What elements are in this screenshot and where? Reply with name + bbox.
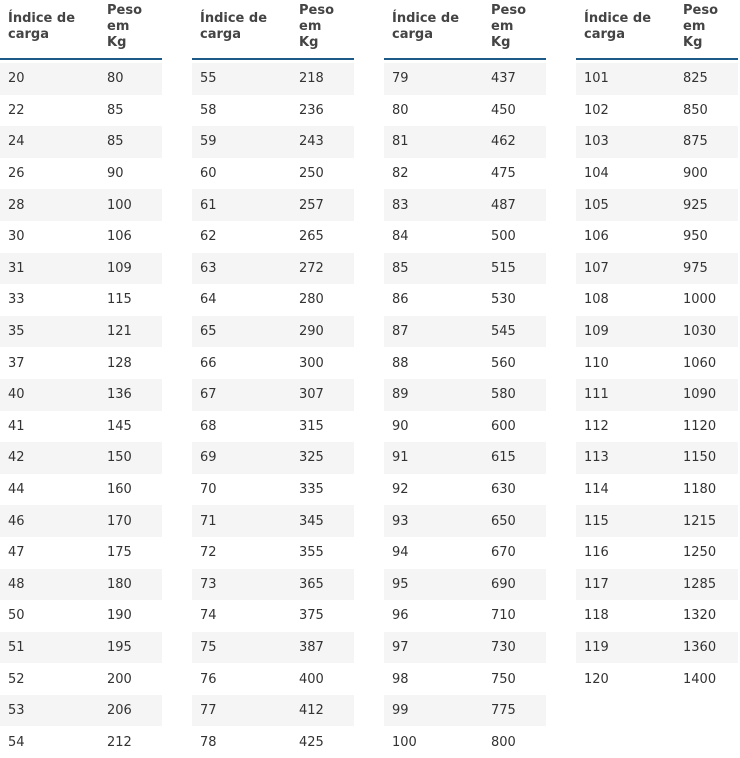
table-row <box>576 379 738 411</box>
cell-weight-kg: 121 <box>107 324 132 340</box>
cell-weight-kg: 128 <box>107 355 132 371</box>
cell-load-index: 99 <box>392 703 409 719</box>
cell-load-index: 26 <box>8 166 25 182</box>
table-row <box>0 316 162 348</box>
cell-weight-kg: 1180 <box>683 482 717 498</box>
table-row <box>0 632 162 664</box>
cell-weight-kg: 690 <box>491 576 516 592</box>
table-body <box>0 63 162 758</box>
header-line: Peso <box>299 3 335 18</box>
table-row <box>0 379 162 411</box>
cell-load-index: 95 <box>392 576 409 592</box>
table-row <box>384 505 546 537</box>
cell-load-index: 96 <box>392 608 409 624</box>
table-row <box>576 189 738 221</box>
table-row <box>576 126 738 158</box>
table-row <box>384 126 546 158</box>
cell-weight-kg: 500 <box>491 229 516 245</box>
table-row <box>384 347 546 379</box>
table-row <box>0 505 162 537</box>
cell-weight-kg: 1060 <box>683 355 717 371</box>
table-row <box>576 442 738 474</box>
header-line: carga <box>8 27 49 42</box>
table-row <box>0 411 162 443</box>
table-row <box>192 474 354 506</box>
table-header <box>192 0 354 60</box>
cell-weight-kg: 925 <box>683 197 708 213</box>
header-line: carga <box>584 27 625 42</box>
cell-weight-kg: 1120 <box>683 418 717 434</box>
cell-load-index: 90 <box>392 418 409 434</box>
cell-load-index: 77 <box>200 703 217 719</box>
table-row <box>192 726 354 758</box>
cell-weight-kg: 425 <box>299 734 324 750</box>
cell-load-index: 113 <box>584 450 609 466</box>
cell-weight-kg: 345 <box>299 513 324 529</box>
table-row <box>0 189 162 221</box>
cell-load-index: 88 <box>392 355 409 371</box>
cell-load-index: 97 <box>392 639 409 655</box>
cell-weight-kg: 670 <box>491 545 516 561</box>
cell-load-index: 37 <box>8 355 25 371</box>
cell-load-index: 116 <box>584 545 609 561</box>
table-body <box>192 63 354 758</box>
table-row <box>192 537 354 569</box>
table-row <box>0 221 162 253</box>
cell-weight-kg: 85 <box>107 134 124 150</box>
cell-load-index: 53 <box>8 703 25 719</box>
cell-weight-kg: 180 <box>107 576 132 592</box>
cell-weight-kg: 615 <box>491 450 516 466</box>
cell-weight-kg: 195 <box>107 639 132 655</box>
cell-weight-kg: 212 <box>107 734 132 750</box>
cell-load-index: 61 <box>200 197 217 213</box>
cell-load-index: 83 <box>392 197 409 213</box>
table-row <box>384 95 546 127</box>
cell-weight-kg: 1000 <box>683 292 717 308</box>
cell-load-index: 108 <box>584 292 609 308</box>
table-row <box>576 600 738 632</box>
cell-load-index: 98 <box>392 671 409 687</box>
cell-weight-kg: 1360 <box>683 639 717 655</box>
cell-load-index: 50 <box>8 608 25 624</box>
header-line: Índice de <box>200 11 268 26</box>
table-row <box>192 379 354 411</box>
cell-weight-kg: 290 <box>299 324 324 340</box>
cell-load-index: 69 <box>200 450 217 466</box>
cell-weight-kg: 315 <box>299 418 324 434</box>
table-row <box>192 663 354 695</box>
cell-weight-kg: 1285 <box>683 576 717 592</box>
cell-load-index: 79 <box>392 71 409 87</box>
table-row <box>192 158 354 190</box>
cell-load-index: 62 <box>200 229 217 245</box>
table-row <box>576 569 738 601</box>
cell-load-index: 64 <box>200 292 217 308</box>
table-row <box>576 158 738 190</box>
header-line: em <box>683 19 706 34</box>
table-row <box>0 663 162 695</box>
cell-load-index: 94 <box>392 545 409 561</box>
cell-load-index: 93 <box>392 513 409 529</box>
header-line: Kg <box>107 35 127 50</box>
load-table-3 <box>384 0 546 758</box>
header-line: Índice de <box>8 11 76 26</box>
table-row <box>0 347 162 379</box>
cell-weight-kg: 730 <box>491 639 516 655</box>
cell-weight-kg: 115 <box>107 292 132 308</box>
cell-load-index: 41 <box>8 418 25 434</box>
cell-load-index: 72 <box>200 545 217 561</box>
table-row <box>192 600 354 632</box>
cell-weight-kg: 475 <box>491 166 516 182</box>
cell-load-index: 58 <box>200 102 217 118</box>
cell-weight-kg: 600 <box>491 418 516 434</box>
header-indice-de-carga <box>192 0 299 58</box>
cell-weight-kg: 515 <box>491 260 516 276</box>
table-row <box>384 726 546 758</box>
cell-load-index: 86 <box>392 292 409 308</box>
table-row <box>0 695 162 727</box>
cell-weight-kg: 218 <box>299 71 324 87</box>
cell-load-index: 44 <box>8 482 25 498</box>
table-row <box>576 284 738 316</box>
header-line: Peso <box>107 3 143 18</box>
table-row <box>192 253 354 285</box>
cell-weight-kg: 487 <box>491 197 516 213</box>
load-table-1 <box>0 0 162 758</box>
table-body <box>384 63 546 758</box>
cell-weight-kg: 280 <box>299 292 324 308</box>
cell-weight-kg: 825 <box>683 71 708 87</box>
cell-weight-kg: 580 <box>491 387 516 403</box>
cell-weight-kg: 1150 <box>683 450 717 466</box>
header-indice-de-carga <box>576 0 683 58</box>
table-row <box>0 600 162 632</box>
table-row <box>192 442 354 474</box>
table-row <box>0 158 162 190</box>
cell-load-index: 115 <box>584 513 609 529</box>
cell-weight-kg: 106 <box>107 229 132 245</box>
table-row <box>384 442 546 474</box>
table-header <box>576 0 738 60</box>
cell-weight-kg: 560 <box>491 355 516 371</box>
table-row <box>576 221 738 253</box>
cell-weight-kg: 150 <box>107 450 132 466</box>
table-row <box>0 537 162 569</box>
cell-load-index: 78 <box>200 734 217 750</box>
cell-load-index: 28 <box>8 197 25 213</box>
cell-load-index: 92 <box>392 482 409 498</box>
header-peso-em-kg <box>491 0 546 58</box>
table-row <box>384 474 546 506</box>
table-row <box>192 221 354 253</box>
table-row <box>0 442 162 474</box>
table-row <box>576 411 738 443</box>
cell-load-index: 71 <box>200 513 217 529</box>
cell-load-index: 114 <box>584 482 609 498</box>
header-line: Índice de <box>392 11 460 26</box>
header-indice-de-carga <box>384 0 491 58</box>
cell-load-index: 47 <box>8 545 25 561</box>
cell-weight-kg: 250 <box>299 166 324 182</box>
header-peso-em-kg <box>683 0 738 58</box>
cell-weight-kg: 400 <box>299 671 324 687</box>
cell-weight-kg: 300 <box>299 355 324 371</box>
cell-weight-kg: 206 <box>107 703 132 719</box>
cell-weight-kg: 1320 <box>683 608 717 624</box>
table-row <box>384 411 546 443</box>
cell-load-index: 102 <box>584 102 609 118</box>
cell-load-index: 33 <box>8 292 25 308</box>
table-row <box>384 158 546 190</box>
cell-weight-kg: 85 <box>107 102 124 118</box>
cell-weight-kg: 145 <box>107 418 132 434</box>
cell-weight-kg: 412 <box>299 703 324 719</box>
table-row <box>384 221 546 253</box>
cell-load-index: 31 <box>8 260 25 276</box>
cell-weight-kg: 630 <box>491 482 516 498</box>
cell-weight-kg: 900 <box>683 166 708 182</box>
cell-load-index: 70 <box>200 482 217 498</box>
table-row <box>192 189 354 221</box>
cell-load-index: 40 <box>8 387 25 403</box>
header-peso-em-kg <box>299 0 354 58</box>
cell-weight-kg: 950 <box>683 229 708 245</box>
table-row <box>384 253 546 285</box>
table-row <box>576 316 738 348</box>
cell-weight-kg: 1250 <box>683 545 717 561</box>
cell-load-index: 52 <box>8 671 25 687</box>
table-row <box>0 284 162 316</box>
cell-weight-kg: 257 <box>299 197 324 213</box>
cell-load-index: 120 <box>584 671 609 687</box>
cell-load-index: 22 <box>8 102 25 118</box>
table-body <box>576 63 738 695</box>
cell-load-index: 110 <box>584 355 609 371</box>
table-row <box>0 726 162 758</box>
table-row <box>384 695 546 727</box>
cell-load-index: 105 <box>584 197 609 213</box>
cell-weight-kg: 335 <box>299 482 324 498</box>
header-line: em <box>299 19 322 34</box>
cell-weight-kg: 160 <box>107 482 132 498</box>
cell-load-index: 117 <box>584 576 609 592</box>
cell-load-index: 73 <box>200 576 217 592</box>
cell-load-index: 104 <box>584 166 609 182</box>
cell-load-index: 106 <box>584 229 609 245</box>
table-header <box>384 0 546 60</box>
load-table-2 <box>192 0 354 758</box>
load-table-4 <box>576 0 738 695</box>
table-row <box>576 253 738 285</box>
cell-load-index: 59 <box>200 134 217 150</box>
cell-load-index: 107 <box>584 260 609 276</box>
header-line: Peso <box>683 3 719 18</box>
table-row <box>192 505 354 537</box>
table-row <box>192 126 354 158</box>
cell-load-index: 48 <box>8 576 25 592</box>
cell-weight-kg: 545 <box>491 324 516 340</box>
table-row <box>384 316 546 348</box>
table-row <box>576 474 738 506</box>
cell-load-index: 89 <box>392 387 409 403</box>
cell-weight-kg: 80 <box>107 71 124 87</box>
table-row <box>192 347 354 379</box>
header-line: em <box>107 19 130 34</box>
table-row <box>192 632 354 664</box>
table-row <box>192 695 354 727</box>
table-row <box>576 632 738 664</box>
table-row <box>576 347 738 379</box>
cell-load-index: 91 <box>392 450 409 466</box>
cell-weight-kg: 190 <box>107 608 132 624</box>
cell-load-index: 109 <box>584 324 609 340</box>
cell-weight-kg: 272 <box>299 260 324 276</box>
header-line: Kg <box>491 35 511 50</box>
cell-weight-kg: 850 <box>683 102 708 118</box>
cell-load-index: 67 <box>200 387 217 403</box>
cell-weight-kg: 437 <box>491 71 516 87</box>
cell-weight-kg: 90 <box>107 166 124 182</box>
table-row <box>192 63 354 95</box>
table-row <box>192 316 354 348</box>
cell-weight-kg: 175 <box>107 545 132 561</box>
cell-load-index: 65 <box>200 324 217 340</box>
cell-load-index: 46 <box>8 513 25 529</box>
cell-weight-kg: 200 <box>107 671 132 687</box>
cell-weight-kg: 875 <box>683 134 708 150</box>
cell-load-index: 81 <box>392 134 409 150</box>
cell-load-index: 68 <box>200 418 217 434</box>
cell-weight-kg: 243 <box>299 134 324 150</box>
table-row <box>0 474 162 506</box>
cell-weight-kg: 355 <box>299 545 324 561</box>
cell-load-index: 85 <box>392 260 409 276</box>
table-row <box>192 569 354 601</box>
header-line: Kg <box>299 35 319 50</box>
table-row <box>0 63 162 95</box>
cell-load-index: 60 <box>200 166 217 182</box>
cell-weight-kg: 100 <box>107 197 132 213</box>
cell-load-index: 24 <box>8 134 25 150</box>
cell-load-index: 75 <box>200 639 217 655</box>
cell-weight-kg: 236 <box>299 102 324 118</box>
cell-weight-kg: 775 <box>491 703 516 719</box>
header-line: Índice de <box>584 11 652 26</box>
cell-weight-kg: 530 <box>491 292 516 308</box>
table-row <box>576 63 738 95</box>
cell-load-index: 80 <box>392 102 409 118</box>
cell-load-index: 101 <box>584 71 609 87</box>
cell-load-index: 111 <box>584 387 609 403</box>
cell-weight-kg: 1215 <box>683 513 717 529</box>
header-line: Kg <box>683 35 703 50</box>
header-line: carga <box>392 27 433 42</box>
cell-weight-kg: 650 <box>491 513 516 529</box>
table-row <box>576 505 738 537</box>
cell-load-index: 119 <box>584 639 609 655</box>
header-indice-de-carga <box>0 0 107 58</box>
cell-weight-kg: 136 <box>107 387 132 403</box>
cell-load-index: 20 <box>8 71 25 87</box>
table-row <box>576 537 738 569</box>
table-row <box>0 126 162 158</box>
table-row <box>576 95 738 127</box>
table-row <box>384 632 546 664</box>
cell-weight-kg: 325 <box>299 450 324 466</box>
table-row <box>0 95 162 127</box>
table-row <box>0 253 162 285</box>
table-row <box>384 189 546 221</box>
table-row <box>384 63 546 95</box>
cell-weight-kg: 450 <box>491 102 516 118</box>
cell-load-index: 112 <box>584 418 609 434</box>
cell-weight-kg: 1400 <box>683 671 717 687</box>
table-row <box>384 379 546 411</box>
cell-load-index: 51 <box>8 639 25 655</box>
cell-weight-kg: 307 <box>299 387 324 403</box>
cell-load-index: 54 <box>8 734 25 750</box>
table-row <box>192 284 354 316</box>
cell-load-index: 103 <box>584 134 609 150</box>
table-row <box>192 95 354 127</box>
cell-weight-kg: 462 <box>491 134 516 150</box>
header-line: Peso <box>491 3 527 18</box>
cell-weight-kg: 1030 <box>683 324 717 340</box>
cell-weight-kg: 800 <box>491 734 516 750</box>
cell-load-index: 76 <box>200 671 217 687</box>
cell-load-index: 30 <box>8 229 25 245</box>
table-row <box>0 569 162 601</box>
cell-weight-kg: 365 <box>299 576 324 592</box>
cell-load-index: 55 <box>200 71 217 87</box>
cell-load-index: 87 <box>392 324 409 340</box>
table-row <box>384 600 546 632</box>
cell-load-index: 42 <box>8 450 25 466</box>
cell-weight-kg: 375 <box>299 608 324 624</box>
table-header <box>0 0 162 60</box>
header-line: carga <box>200 27 241 42</box>
table-row <box>384 537 546 569</box>
table-row <box>384 663 546 695</box>
cell-load-index: 84 <box>392 229 409 245</box>
cell-weight-kg: 265 <box>299 229 324 245</box>
cell-weight-kg: 750 <box>491 671 516 687</box>
header-peso-em-kg <box>107 0 162 58</box>
cell-load-index: 63 <box>200 260 217 276</box>
cell-weight-kg: 387 <box>299 639 324 655</box>
cell-weight-kg: 109 <box>107 260 132 276</box>
cell-weight-kg: 170 <box>107 513 132 529</box>
table-row <box>192 411 354 443</box>
cell-load-index: 82 <box>392 166 409 182</box>
table-row <box>384 569 546 601</box>
cell-weight-kg: 975 <box>683 260 708 276</box>
cell-weight-kg: 1090 <box>683 387 717 403</box>
cell-load-index: 100 <box>392 734 417 750</box>
cell-load-index: 35 <box>8 324 25 340</box>
table-row <box>384 284 546 316</box>
cell-load-index: 74 <box>200 608 217 624</box>
header-line: em <box>491 19 514 34</box>
cell-load-index: 118 <box>584 608 609 624</box>
cell-weight-kg: 710 <box>491 608 516 624</box>
table-row <box>576 663 738 695</box>
cell-load-index: 66 <box>200 355 217 371</box>
